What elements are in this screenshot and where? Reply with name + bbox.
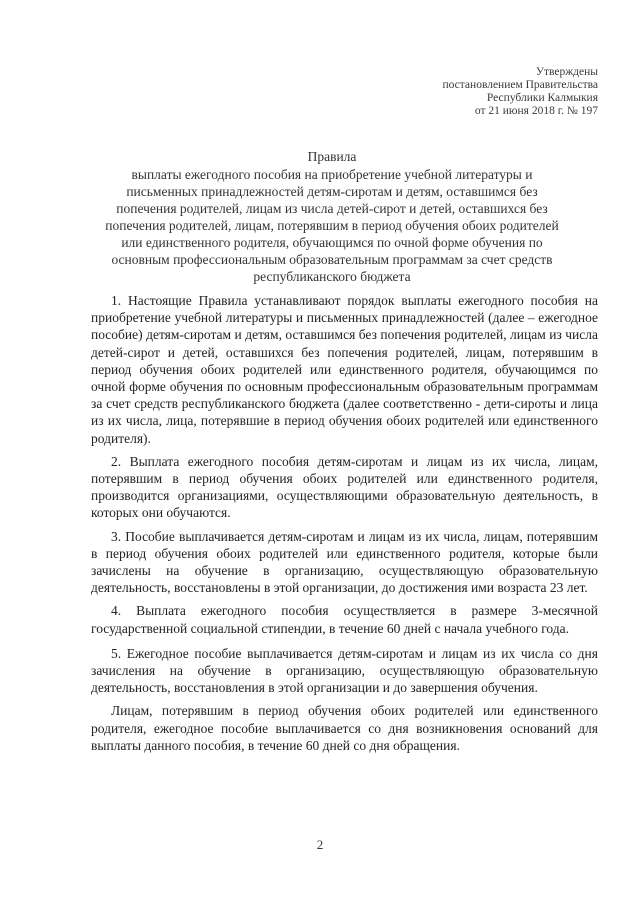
title-line: выплаты ежегодного пособия на приобретение учебной литературы и xyxy=(131,167,533,182)
paragraph-5: 5. Ежегодное пособие выплачивается детям-сиротам и лицам из их числа со дня зачисления на обучение в организацию, осуществляющую образовательную деятельность, восстановления в этой организации и до завершения обучения. xyxy=(91,645,598,696)
paragraph-3: 3. Пособие выплачивается детям-сиротам и лицам из их числа, лицам, потерявшим в период обучения обоих родителей или единственного родителя, которые были зачислены на обучение в организацию, осуществляющую образовательную деятельность, восстановлены в этой организации, до достижения ими возраста 23 лет. xyxy=(91,528,598,596)
paragraph-2: 2. Выплата ежегодного пособия детям-сиротам и лицам из их числа, лицам, потерявшим в период обучения обоих родителей или единственного родителя, производится организациями, осуществляющими образовательную деятельность, в которых они обучаются. xyxy=(91,453,598,521)
title-line: письменных принадлежностей детям-сиротам и детям, оставшимся без xyxy=(126,184,538,199)
approval-stamp xyxy=(378,66,598,118)
approval-line: от 21 июня 2018 г. № 197 xyxy=(474,105,598,117)
approval-line: Утверждены xyxy=(535,66,598,78)
title-line: или единственного родителя, обучающимся по очной форме обучения по xyxy=(121,235,543,250)
paragraph-1: 1. Настоящие Правила устанавливают порядок выплаты ежегодного пособия на приобретение учебной литературы и письменных принадлежностей (далее – ежегодное пособие) детям-сиротам и детям, оставшимся без попечения родителей, лицам из числа детей-сирот и детей, оставшихся без попечения родителей, лицам, потерявшим в период обучения обоих родителей или единственного родителя, обучающимся по очной форме обучения по основным профессиональным образовательным программам за счет средств республиканского бюджета (далее соответственно - дети-сироты и лица из их числа, лица, потерявшие в период обучения обоих родителей или единственного родителя). xyxy=(91,293,598,446)
approval-line: Республики Калмыкия xyxy=(486,92,598,104)
title-word: Правила xyxy=(307,149,357,164)
title-line: попечения родителей, лицам, потерявшим в период обучения обоих родителей xyxy=(105,218,559,233)
approval-line: постановлением Правительства xyxy=(442,79,598,91)
title-line: республиканского бюджета xyxy=(253,269,411,284)
document-title xyxy=(92,148,572,285)
page-number: 2 xyxy=(316,837,324,852)
paragraph-4: 4. Выплата ежегодного пособия осуществляется в размере 3-месячной государственной социальной стипендии, в течение 60 дней с начала учебного года. xyxy=(91,603,598,636)
title-line: основным профессиональным образовательным программам за счет средств xyxy=(111,252,553,267)
paragraph-6: Лицам, потерявшим в период обучения обоих родителей или единственного родителя, ежегодное пособие выплачивается со дня возникновения оснований для выплаты данного пособия, в течение 60 дней со дня обращения. xyxy=(91,703,598,753)
document-body xyxy=(91,292,598,760)
title-line: попечения родителей, лицам из числа детей-сирот и детей, оставшихся без xyxy=(116,201,548,216)
